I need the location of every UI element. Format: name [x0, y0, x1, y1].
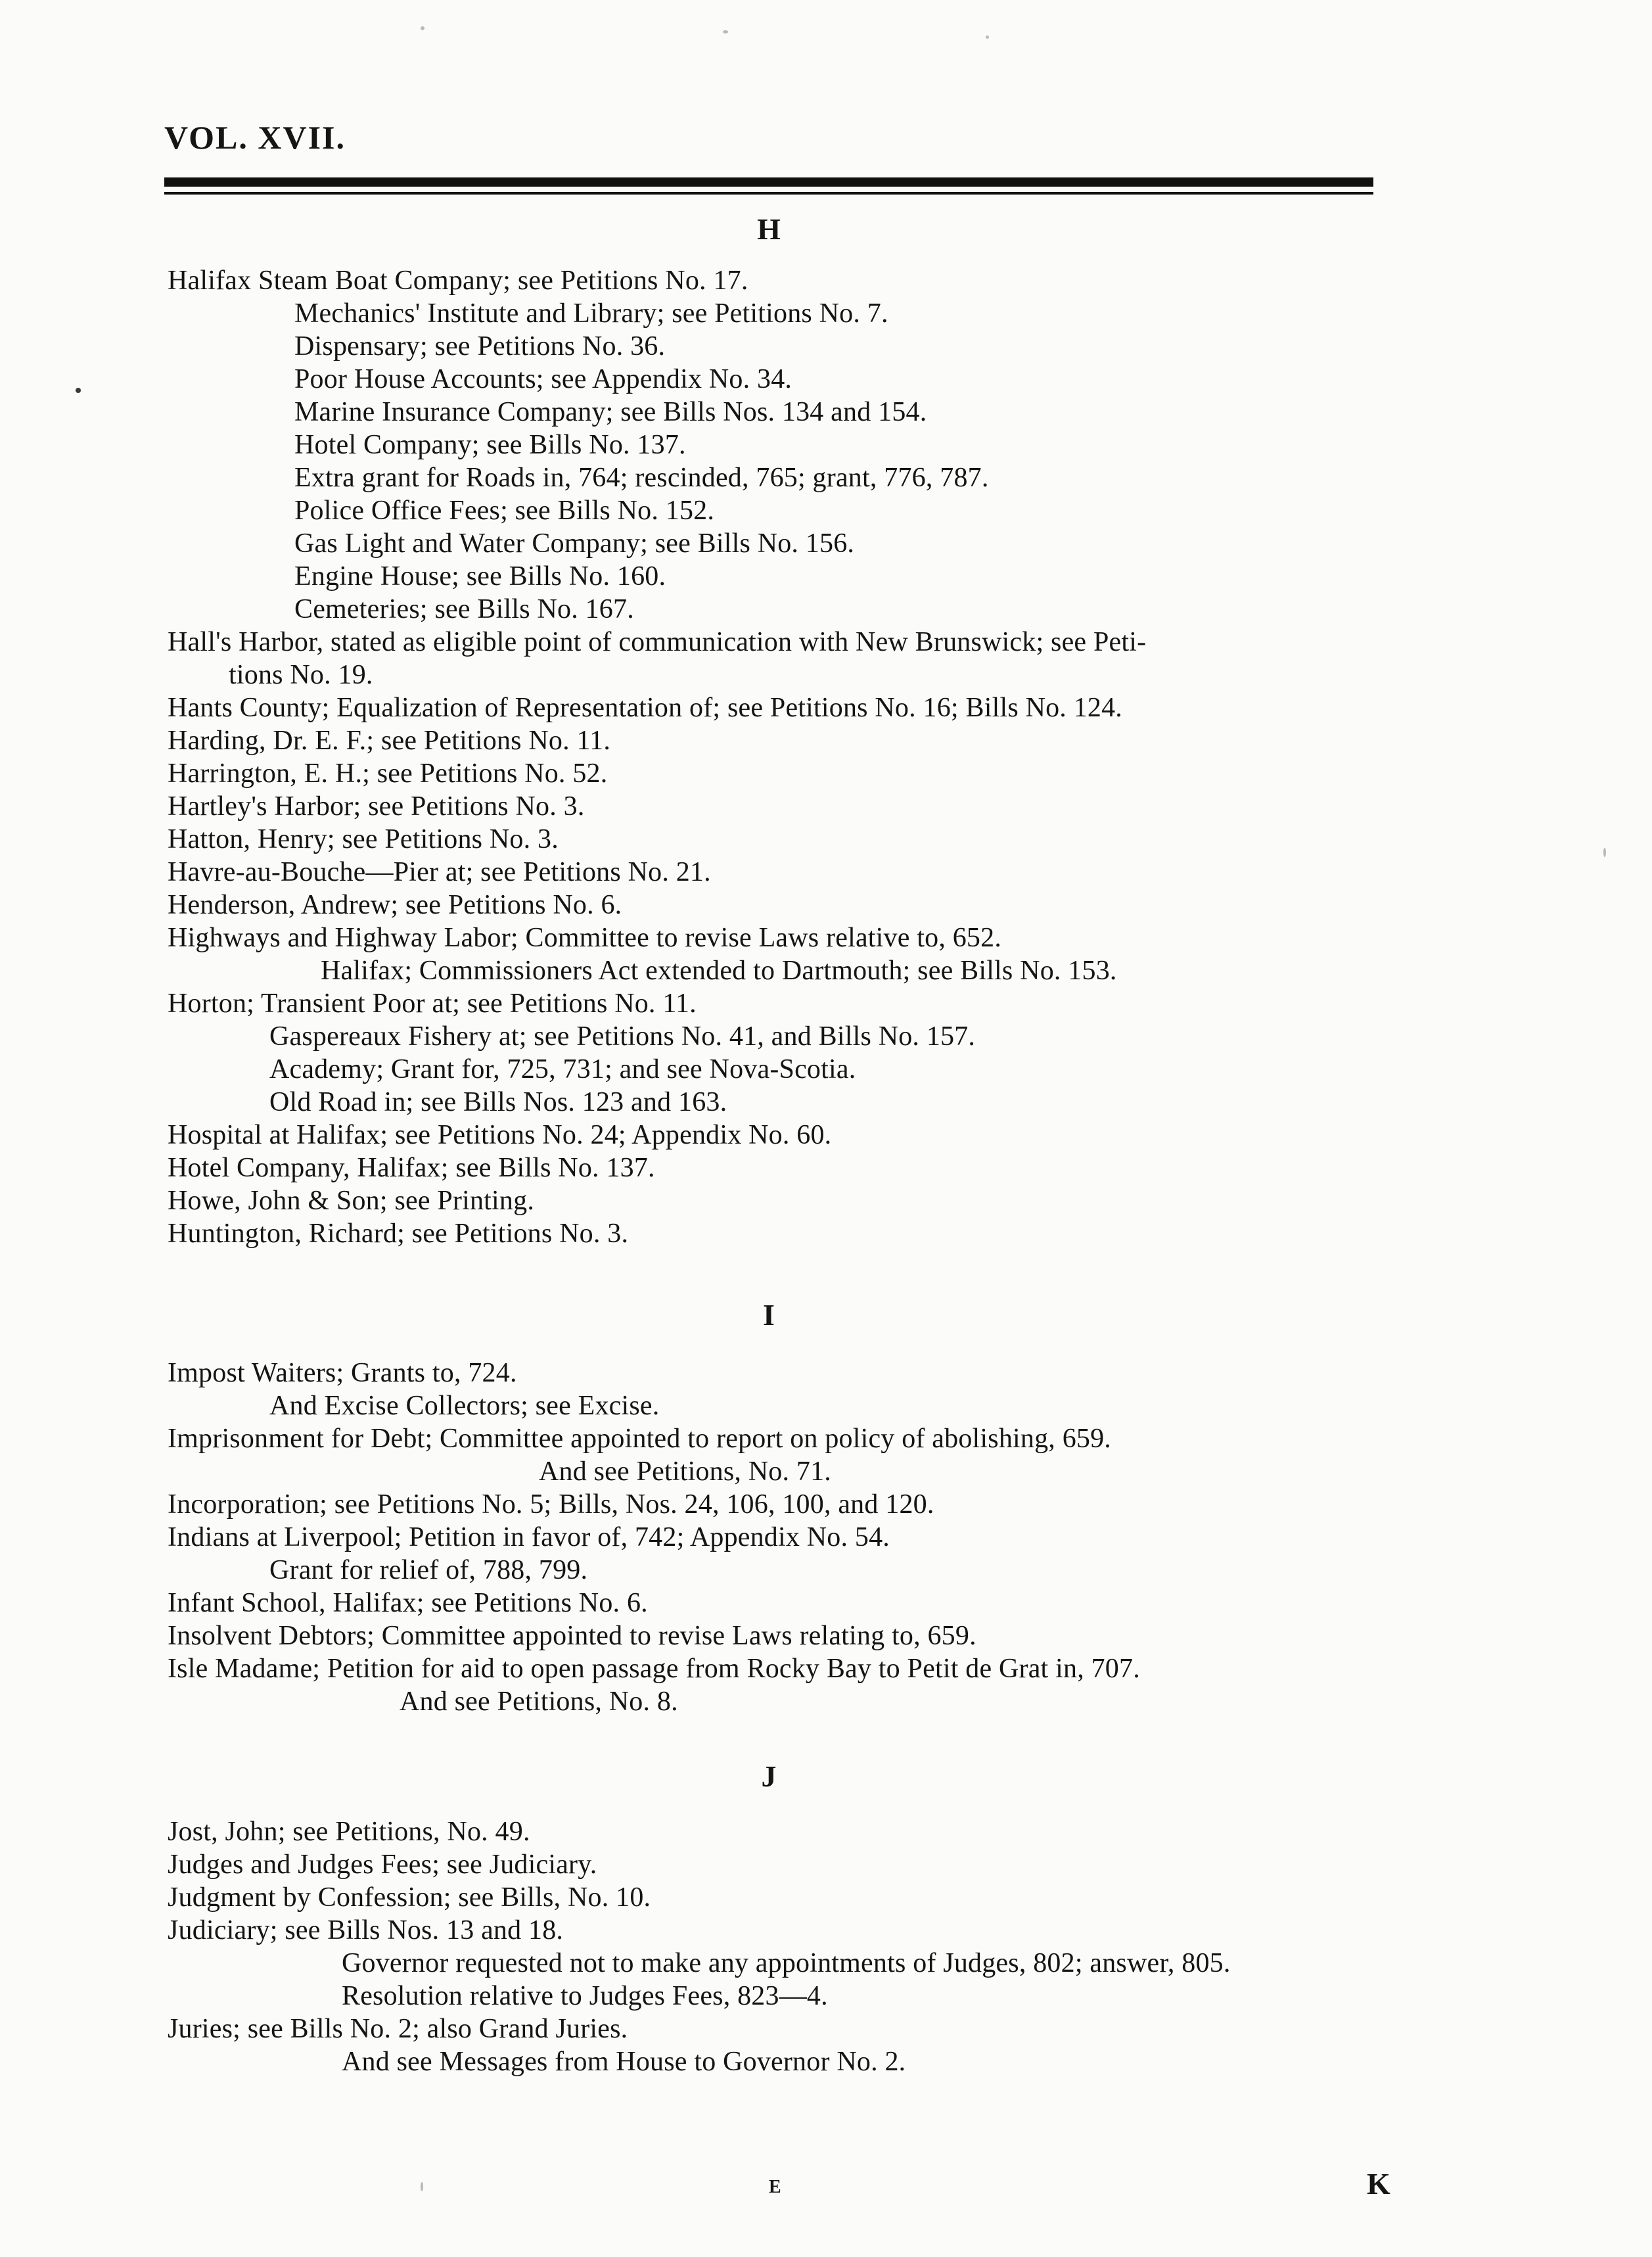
index-entry: Judiciary; see Bills Nos. 13 and 18. [168, 1915, 564, 1945]
scan-speck [723, 30, 728, 34]
index-entry: Halifax; Commissioners Act extended to Dartmouth; see Bills No. 153. [321, 956, 1117, 986]
index-entry: Dispensary; see Petitions No. 36. [294, 331, 666, 361]
index-entry: Extra grant for Roads in, 764; rescinded, 765; grant, 776, 787. [294, 463, 989, 493]
index-entry: Hospital at Halifax; see Petitions No. 24; Appendix No. 60. [168, 1120, 832, 1150]
index-entry: Hants County; Equalization of Representation of; see Petitions No. 16; Bills No. 124. [168, 693, 1122, 723]
index-entry: Police Office Fees; see Bills No. 152. [294, 496, 715, 526]
index-entry: Academy; Grant for, 725, 731; and see Nova-Scotia. [269, 1054, 856, 1084]
section-letter-j: J [761, 1759, 777, 1793]
index-entry: Hall's Harbor, stated as eligible point of communication with New Brunswick; see Peti- [168, 627, 1147, 657]
index-entry: Indians at Liverpool; Petition in favor of, 742; Appendix No. 54. [168, 1522, 890, 1552]
index-entry: Henderson, Andrew; see Petitions No. 6. [168, 890, 622, 920]
index-entry: And see Petitions, No. 8. [400, 1687, 678, 1717]
index-entry: Grant for relief of, 788, 799. [269, 1555, 588, 1585]
header-rule-thin [164, 192, 1373, 195]
index-entry: Howe, John & Son; see Printing. [168, 1186, 535, 1216]
index-entry: Hotel Company, Halifax; see Bills No. 137. [168, 1153, 655, 1183]
index-entry: Juries; see Bills No. 2; also Grand Juries. [168, 2014, 628, 2044]
section-letter-h: H [757, 212, 781, 246]
index-entry: Halifax Steam Boat Company; see Petitions No. 17. [168, 266, 748, 296]
header-rule-thick [164, 177, 1373, 187]
index-entry: Harrington, E. H.; see Petitions No. 52. [168, 758, 608, 789]
index-entry: Harding, Dr. E. F.; see Petitions No. 11. [168, 726, 611, 756]
index-entry: Havre-au-Bouche—Pier at; see Petitions No. 21. [168, 857, 711, 887]
index-entry: Impost Waiters; Grants to, 724. [168, 1358, 517, 1388]
index-entry: Insolvent Debtors; Committee appointed to revise Laws relating to, 659. [168, 1621, 976, 1651]
index-entry: Old Road in; see Bills Nos. 123 and 163. [269, 1087, 727, 1117]
index-entry: Hotel Company; see Bills No. 137. [294, 430, 686, 460]
index-entry: Highways and Highway Labor; Committee to revise Laws relative to, 652. [168, 923, 1002, 953]
index-entry: And Excise Collectors; see Excise. [269, 1391, 660, 1421]
index-entry: Marine Insurance Company; see Bills Nos. 134 and 154. [294, 397, 927, 427]
scan-speck [421, 26, 424, 30]
index-entry: Gas Light and Water Company; see Bills No. 156. [294, 528, 855, 559]
index-entry: Infant School, Halifax; see Petitions No. 6. [168, 1588, 648, 1618]
index-entry: Huntington, Richard; see Petitions No. 3. [168, 1219, 629, 1249]
index-entry: Hatton, Henry; see Petitions No. 3. [168, 824, 559, 854]
index-entry: Incorporation; see Petitions No. 5; Bills, Nos. 24, 106, 100, and 120. [168, 1489, 934, 1520]
index-entry: Isle Madame; Petition for aid to open passage from Rocky Bay to Petit de Grat in, 707. [168, 1654, 1140, 1684]
index-entry: Judges and Judges Fees; see Judiciary. [168, 1850, 597, 1880]
index-entry: Cemeteries; see Bills No. 167. [294, 594, 634, 624]
section-letter-i: I [763, 1298, 775, 1332]
catchword: K [1367, 2167, 1390, 2200]
index-entry: Hartley's Harbor; see Petitions No. 3. [168, 791, 585, 822]
index-entry: Jost, John; see Petitions, No. 49. [168, 1817, 530, 1847]
index-entry: Gaspereaux Fishery at; see Petitions No. 41, and Bills No. 157. [269, 1021, 976, 1052]
index-entry-continuation: tions No. 19. [229, 660, 373, 690]
index-entry: And see Petitions, No. 71. [539, 1456, 832, 1487]
index-entry: Engine House; see Bills No. 160. [294, 561, 666, 592]
index-entry: Horton; Transient Poor at; see Petitions No. 11. [168, 989, 697, 1019]
scan-speck [1603, 848, 1606, 857]
index-entry: Governor requested not to make any appointments of Judges, 802; answer, 805. [342, 1948, 1231, 1978]
scan-speck [76, 388, 81, 393]
index-entry: Poor House Accounts; see Appendix No. 34. [294, 364, 792, 394]
index-entry: Judgment by Confession; see Bills, No. 10. [168, 1882, 651, 1913]
index-entry: Imprisonment for Debt; Committee appointed to report on policy of abolishing, 659. [168, 1424, 1111, 1454]
index-entry: Mechanics' Institute and Library; see Petitions No. 7. [294, 298, 888, 329]
volume-header: VOL. XVII. [164, 119, 346, 156]
scan-speck [421, 2182, 423, 2191]
index-entry: Resolution relative to Judges Fees, 823—4. [342, 1981, 828, 2011]
signature-mark: E [769, 2177, 781, 2197]
scan-speck [986, 35, 989, 39]
index-entry: And see Messages from House to Governor No. 2. [342, 2047, 906, 2077]
